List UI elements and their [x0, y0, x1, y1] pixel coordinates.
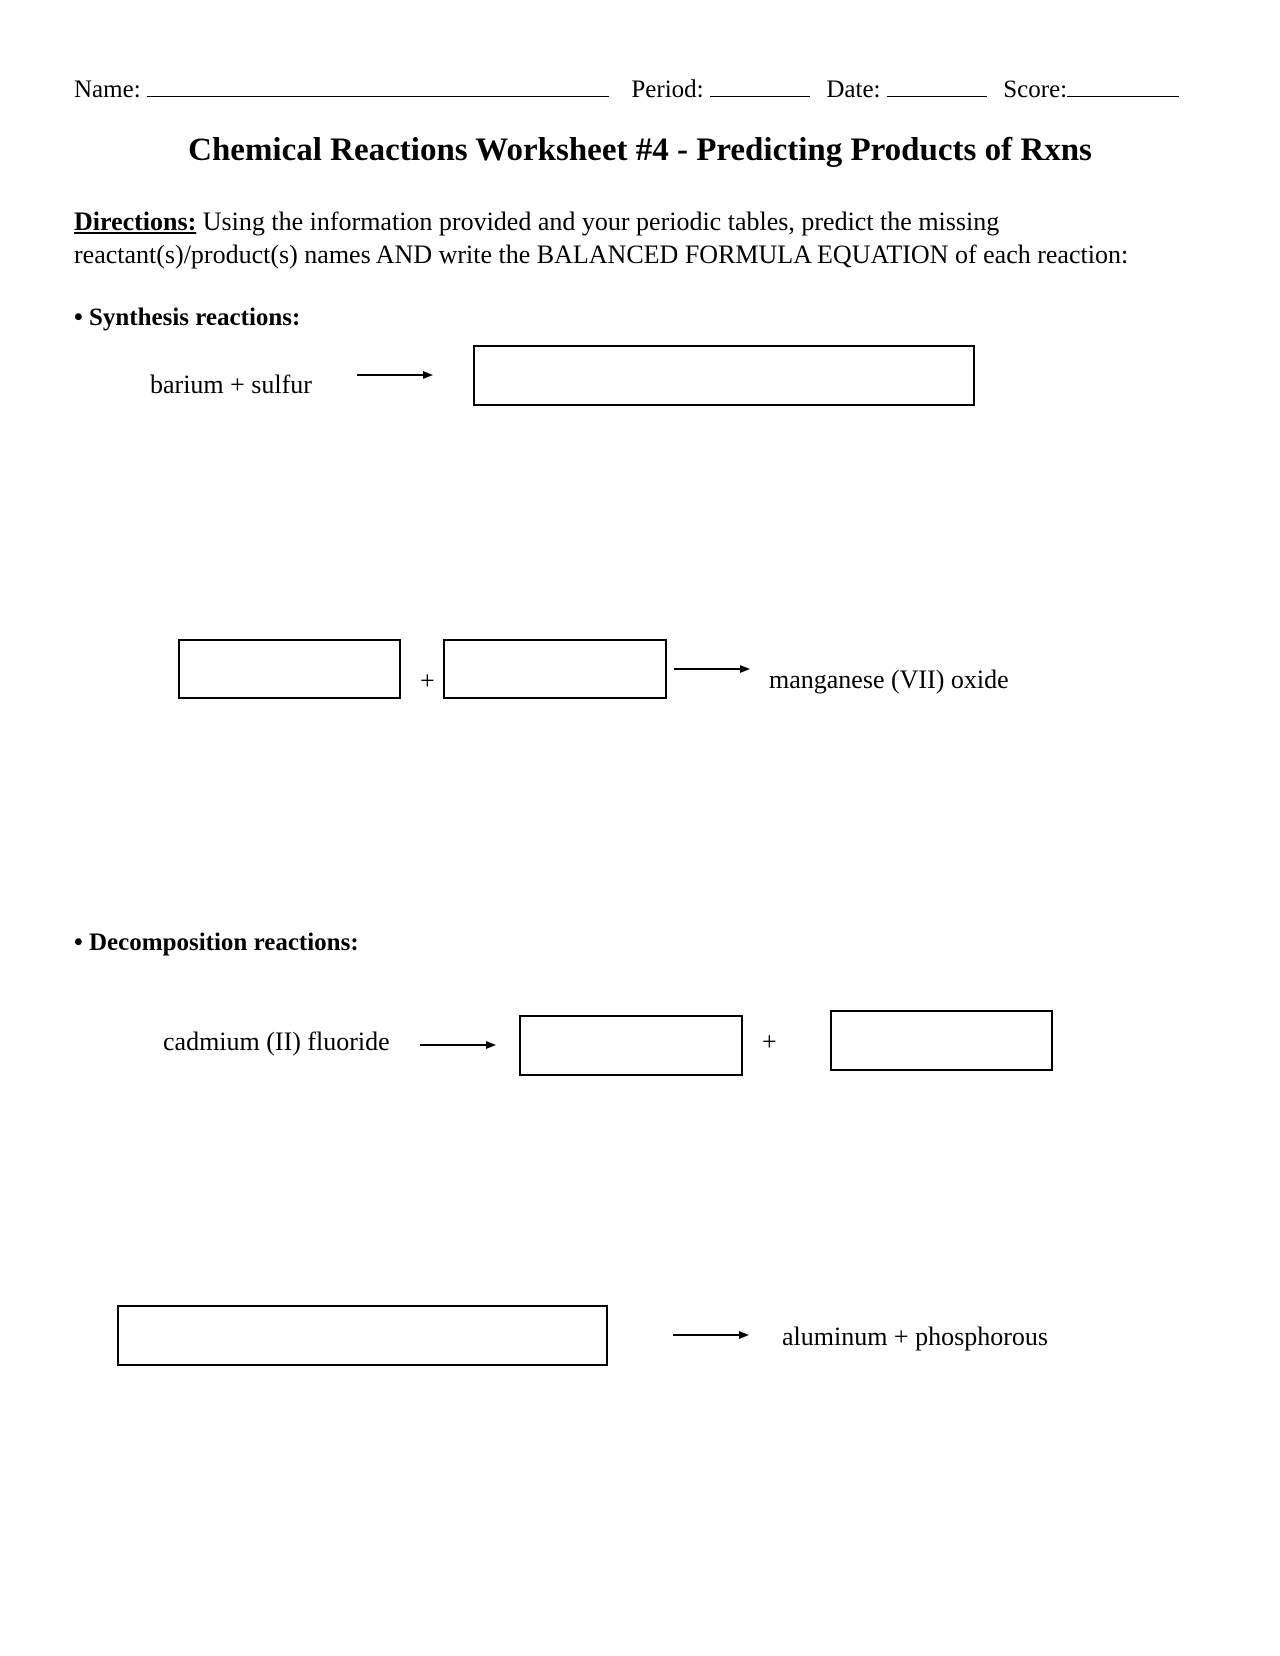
directions-label: Directions:: [74, 207, 197, 236]
decomposition-rxn2-arrow: [673, 1328, 749, 1342]
synthesis-rxn2-reactant1-box[interactable]: [178, 639, 401, 699]
decomposition-rxn1-product2-box[interactable]: [830, 1010, 1053, 1071]
synthesis-rxn1-product-box[interactable]: [473, 345, 975, 406]
decomposition-rxn1-arrow: [420, 1038, 496, 1052]
decomposition-rxn2-products: aluminum + phosphorous: [782, 1322, 1048, 1351]
decomposition-heading: • Decomposition reactions:: [74, 929, 359, 956]
decomposition-rxn1-product1-box[interactable]: [519, 1015, 743, 1076]
period-label: Period:: [631, 76, 704, 103]
decomposition-rxn2-reactant-box[interactable]: [117, 1305, 608, 1366]
synthesis-rxn1-arrow: [357, 368, 433, 382]
name-label: Name:: [74, 76, 141, 103]
worksheet-title: Chemical Reactions Worksheet #4 - Predicting Products of Rxns: [188, 132, 1092, 168]
score-blank[interactable]: [1067, 74, 1179, 97]
decomposition-rxn1-plus: +: [762, 1027, 777, 1056]
score-label: Score:: [1003, 76, 1068, 103]
decomposition-rxn1-reactant: cadmium (II) fluoride: [163, 1027, 390, 1056]
synthesis-rxn2-reactant2-box[interactable]: [443, 639, 667, 699]
synthesis-rxn1-reactants: barium + sulfur: [150, 370, 312, 399]
synthesis-heading: • Synthesis reactions:: [74, 304, 301, 331]
directions: [74, 205, 1214, 271]
synthesis-rxn2-plus: +: [420, 666, 435, 695]
name-blank[interactable]: [147, 74, 609, 97]
header-line: [74, 74, 1179, 105]
synthesis-rxn2-arrow: [674, 662, 750, 676]
date-label: Date:: [826, 76, 881, 103]
date-blank[interactable]: [887, 74, 987, 97]
period-blank[interactable]: [710, 74, 810, 97]
synthesis-rxn2-product: manganese (VII) oxide: [769, 665, 1009, 694]
directions-text: Using the information provided and your periodic tables, predict the missing reactant(s)/product(s) names AND write the BALANCED FORMULA EQUATION of each reaction:: [74, 207, 1129, 269]
